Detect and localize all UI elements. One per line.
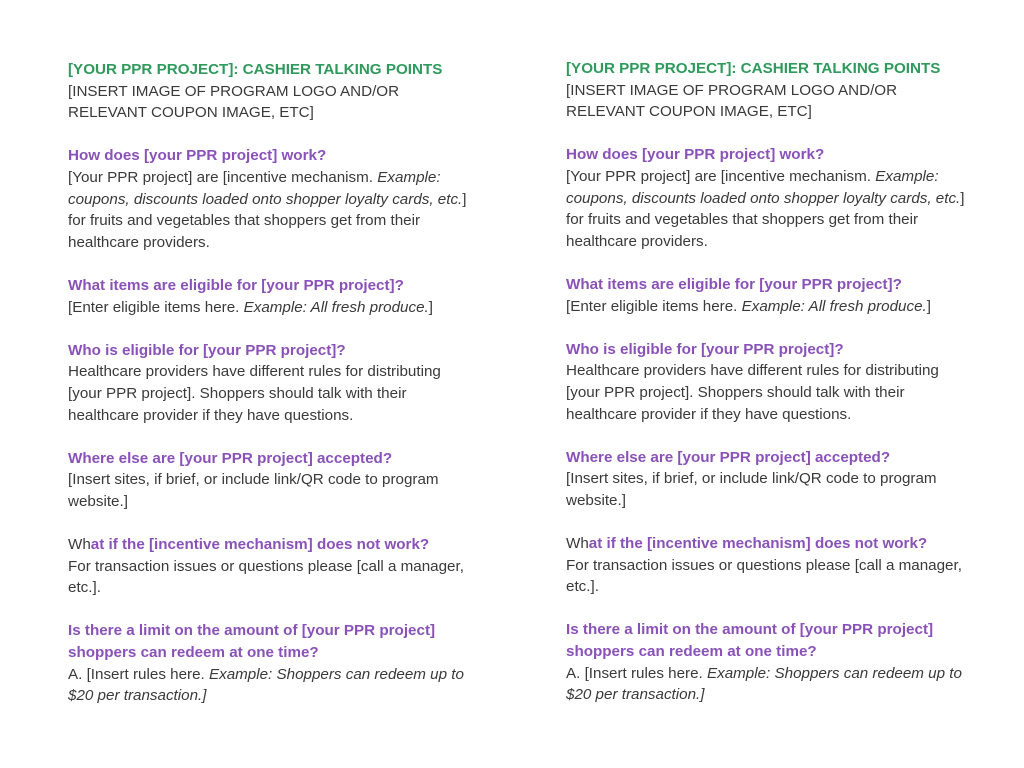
answer-example: Example: All fresh produce.	[741, 297, 927, 315]
faq-eligible-items	[566, 274, 966, 317]
answer-text	[68, 664, 468, 707]
faq-where-accepted	[566, 447, 966, 512]
answer-example: Example: Shoppers can redeem up to $20 per transaction.]	[68, 665, 464, 705]
answer-text-part: ]	[926, 297, 931, 315]
card-title: [YOUR PPR PROJECT]: CASHIER TALKING POINTS	[68, 61, 443, 78]
question-heading: Who is eligible for [your PPR project]?	[68, 341, 346, 359]
answer-text-part: [Enter eligible items here.	[566, 297, 742, 315]
card-title: [YOUR PPR PROJECT]: CASHIER TALKING POINTS	[566, 60, 941, 77]
answer-text-part: ] for fruits and vegetables that shoppers get from their healthcare providers.	[68, 190, 467, 251]
answer-text: Healthcare providers have different rules for distributing [your PPR project]. Shoppers should talk with their healthcare provider if they have questions.	[68, 363, 441, 424]
answer-text	[566, 166, 966, 252]
faq-how-it-works	[566, 144, 966, 252]
question-heading: How does [your PPR project] work?	[566, 146, 825, 164]
answer-text-part: ] for fruits and vegetables that shoppers get from their healthcare providers.	[566, 189, 965, 250]
faq-who-eligible	[68, 340, 468, 426]
answer-text-part: [Enter eligible items here.	[68, 298, 244, 316]
question-heading: Is there a limit on the amount of [your PPR project] shoppers can redeem at one time?	[566, 621, 934, 661]
talking-points-card-left	[68, 59, 468, 707]
answer-text	[68, 297, 468, 319]
answer-text: [Insert sites, if brief, or include link/QR code to program website.]	[68, 471, 439, 510]
faq-who-eligible	[566, 339, 966, 425]
question-heading: Where else are [your PPR project] accepted?	[566, 448, 891, 466]
question-heading-part: at if the [incentive mechanism] does not work?	[588, 535, 928, 553]
answer-text: For transaction issues or questions please [call a manager, etc.].	[68, 557, 464, 597]
faq-not-working	[68, 534, 468, 599]
answer-text	[68, 167, 468, 253]
question-heading: What items are eligible for [your PPR project]?	[68, 276, 404, 294]
answer-example: Example: Shoppers can redeem up to $20 per transaction.]	[566, 664, 962, 704]
faq-eligible-items	[68, 275, 468, 318]
answer-text-part: A. [Insert rules here.	[68, 665, 209, 683]
answer-text	[566, 296, 966, 318]
answer-example: Example: All fresh produce.	[243, 298, 429, 316]
faq-not-working	[566, 533, 966, 598]
answer-text-part: [Your PPR project] are [incentive mechanism.	[566, 167, 876, 185]
talking-points-card-right	[566, 58, 966, 706]
question-heading: How does [your PPR project] work?	[68, 147, 327, 165]
answer-text: [Insert sites, if brief, or include link/QR code to program website.]	[566, 470, 937, 509]
answer-text-part: ]	[428, 298, 433, 316]
answer-text: Healthcare providers have different rules for distributing [your PPR project]. Shoppers should talk with their healthcare provider if they have questions.	[566, 362, 939, 423]
faq-limit	[566, 619, 966, 705]
answer-text: For transaction issues or questions please [call a manager, etc.].	[566, 556, 962, 596]
logo-placeholder-text: [INSERT IMAGE OF PROGRAM LOGO AND/OR RELEVANT COUPON IMAGE, ETC]	[566, 81, 898, 121]
question-heading: Who is eligible for [your PPR project]?	[566, 340, 844, 358]
faq-how-it-works	[68, 145, 468, 253]
question-heading: What items are eligible for [your PPR project]?	[566, 275, 902, 293]
question-heading-part: Wh	[68, 536, 91, 554]
answer-text	[566, 663, 966, 706]
question-heading-part: at if the [incentive mechanism] does not work?	[90, 536, 430, 554]
question-heading: Where else are [your PPR project] accepted?	[68, 449, 393, 467]
faq-where-accepted	[68, 448, 468, 513]
question-heading	[68, 534, 468, 556]
logo-placeholder-text: [INSERT IMAGE OF PROGRAM LOGO AND/OR RELEVANT COUPON IMAGE, ETC]	[68, 82, 400, 122]
question-heading-part: Wh	[566, 535, 589, 553]
question-heading	[566, 533, 966, 555]
question-heading: Is there a limit on the amount of [your PPR project] shoppers can redeem at one time?	[68, 622, 436, 662]
faq-limit	[68, 620, 468, 706]
answer-text-part: A. [Insert rules here.	[566, 664, 707, 682]
answer-example: Example: coupons, discounts loaded onto shopper loyalty cards, etc.	[566, 167, 961, 207]
answer-text-part: [Your PPR project] are [incentive mechanism.	[68, 168, 378, 186]
answer-example: Example: coupons, discounts loaded onto shopper loyalty cards, etc.	[68, 168, 463, 208]
